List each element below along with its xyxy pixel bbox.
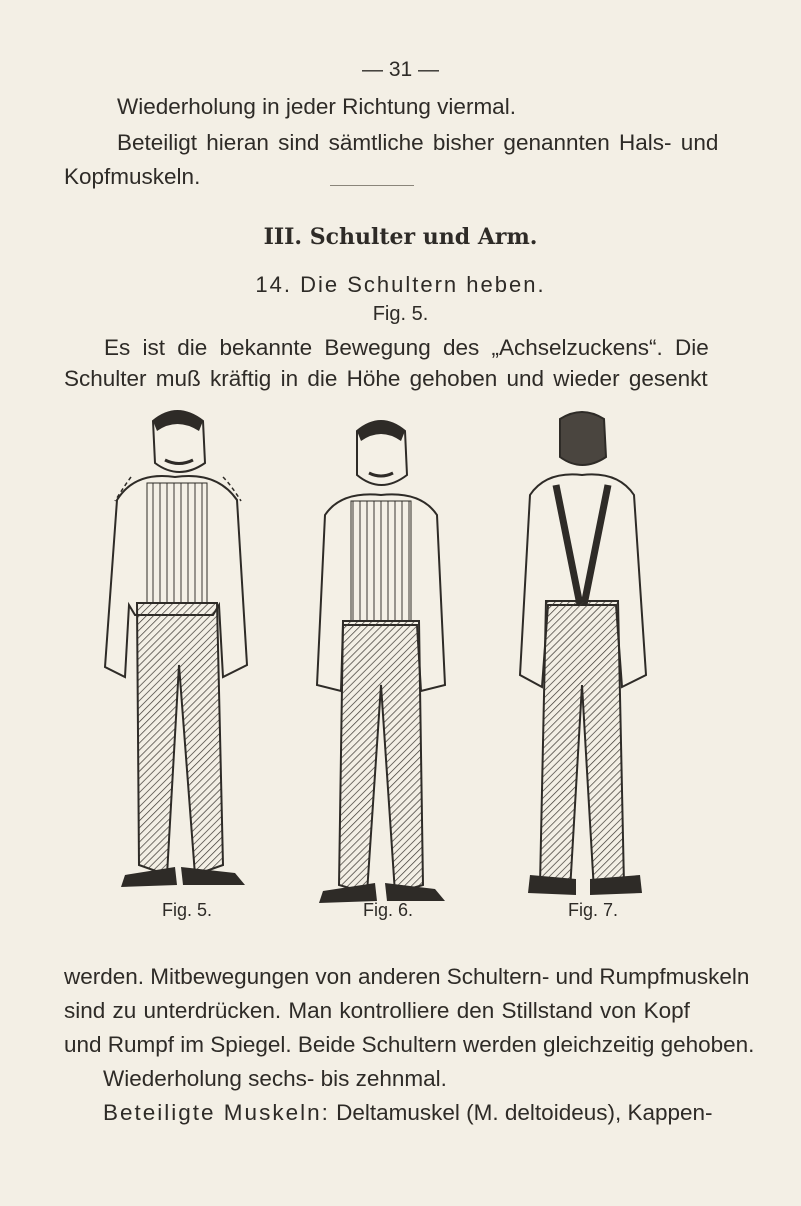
- text-line: Wiederholung sechs- bis zehnmal.: [103, 1066, 447, 1091]
- figure-caption-7: Fig. 7.: [568, 900, 619, 920]
- text-line: Wiederholung in jeder Richtung viermal.: [117, 94, 516, 119]
- page-number: — 31 —: [361, 58, 440, 81]
- section-heading: III. Schulter und Arm.: [263, 224, 538, 250]
- figure-7-drawing: [520, 412, 646, 895]
- exercise-figure-reference: Fig. 5.: [372, 303, 429, 325]
- figure-6-drawing: [317, 421, 445, 903]
- muscles-label: Beteiligte Muskeln:: [103, 1100, 330, 1125]
- section-divider: [330, 185, 414, 186]
- text-line: sind zu unterdrücken. Man kontrolliere den Stillstand von Kopf: [64, 998, 690, 1023]
- figure-caption-5: Fig. 5.: [162, 900, 213, 920]
- text-line: Es ist die bekannte Bewegung des „Achselzuckens“. Die: [104, 335, 709, 360]
- text-line: werden. Mitbewegungen von anderen Schultern- und Rumpfmuskeln: [64, 964, 750, 989]
- text-line: und Rumpf im Spiegel. Beide Schultern werden gleichzeitig gehoben.: [64, 1032, 755, 1057]
- text-line: Kopfmuskeln.: [64, 164, 201, 189]
- muscles-text: Deltamuskel (M. deltoideus), Kappen-: [336, 1100, 713, 1125]
- figure-caption-6: Fig. 6.: [363, 900, 414, 920]
- muscles-line: [103, 1102, 713, 1125]
- figure-5-drawing: [105, 411, 247, 887]
- text-line: Beteiligt hieran sind sämtliche bisher genannten Hals- und: [117, 130, 719, 155]
- text-line: Schulter muß kräftig in die Höhe gehoben und wieder gesenkt: [64, 366, 708, 391]
- exercise-title: 14. Die Schultern heben.: [255, 272, 546, 297]
- figures-illustration: [95, 405, 665, 915]
